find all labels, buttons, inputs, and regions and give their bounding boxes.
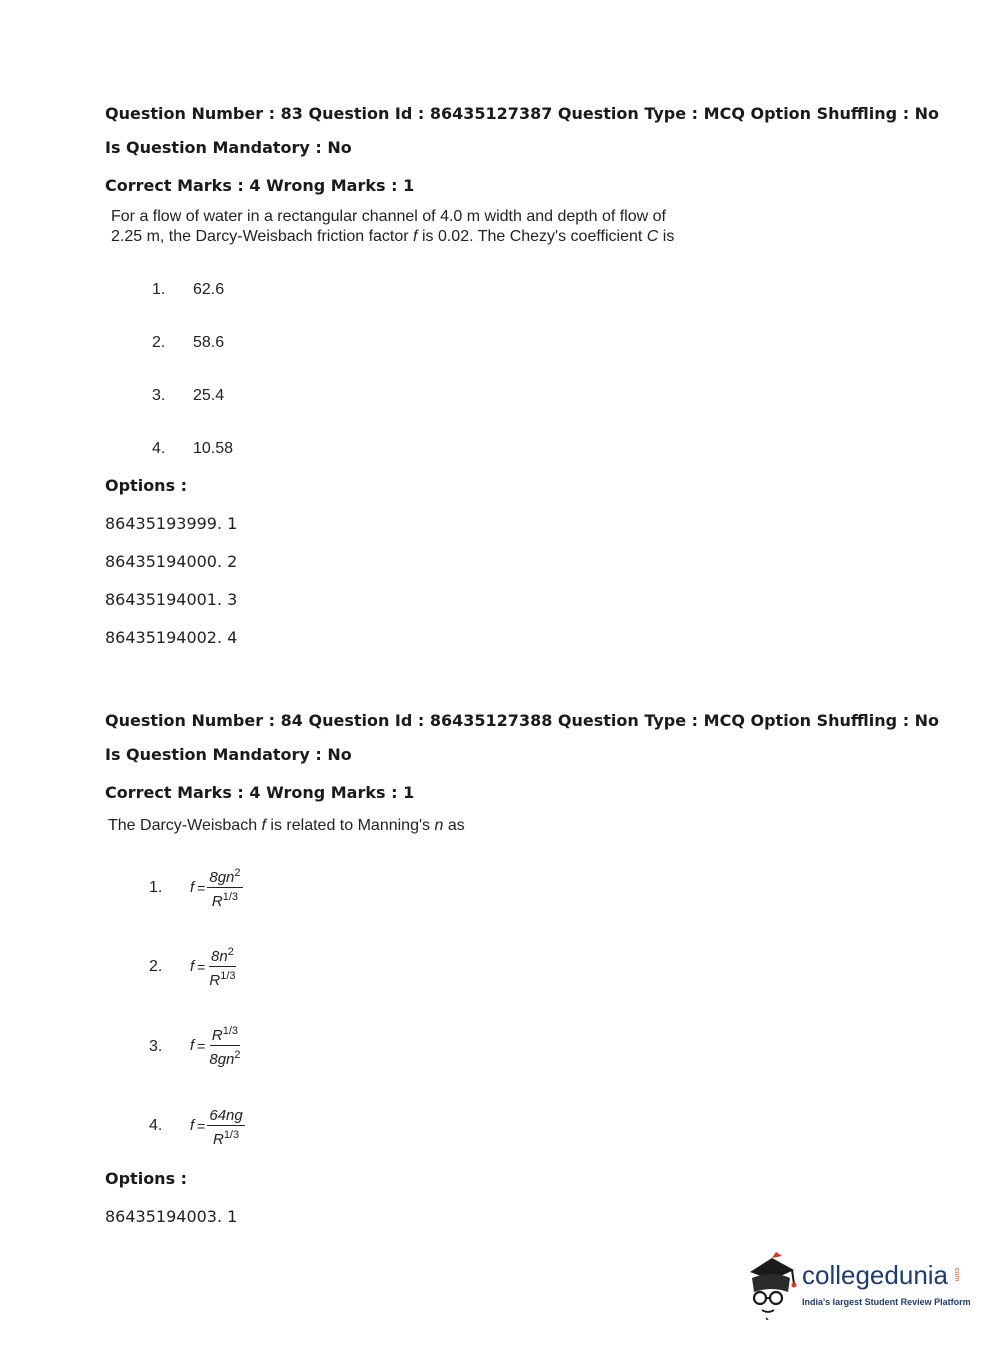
q84-choice-1-num: 1. [149, 879, 163, 896]
q84-choice-3-formula: f = $\frac{R^{1/3}}{8gn^2}$ [190, 1022, 243, 1069]
q84-question-text: The Darcy-Weisbach f is related to Manning's n as [108, 817, 465, 834]
q83-text-line2: 2.25 m, the Darcy-Weisbach friction factor f is 0.02. The Chezy's coefficient C is [111, 228, 675, 245]
q84-mandatory: Is Question Mandatory : No [105, 745, 352, 764]
logo-suffix: .com [953, 1266, 960, 1282]
q84-options-label: Options : [105, 1169, 188, 1188]
q83-option-id-1: 86435193999. 1 [105, 514, 238, 533]
q84-choice-4-formula: f = $\frac{64ng}{R^{1/3}}$ [190, 1102, 245, 1149]
q83-choice-4-num: 4. [152, 440, 166, 457]
q83-marks: Correct Marks : 4 Wrong Marks : 1 [105, 176, 415, 195]
q83-choice-1-value: 62.6 [193, 281, 225, 298]
q83-mandatory: Is Question Mandatory : No [105, 138, 352, 157]
q84-header: Question Number : 84 Question Id : 86435127388 Question Type : MCQ Option Shuffling : No [105, 711, 940, 730]
q83-option-id-2: 86435194000. 2 [105, 552, 238, 571]
q83-choice-2-value: 58.6 [193, 334, 225, 351]
q84-option-id-1: 86435194003. 1 [105, 1207, 238, 1226]
q83-choice-3-value: 25.4 [193, 387, 225, 404]
q83-header: Question Number : 83 Question Id : 86435127387 Question Type : MCQ Option Shuffling : No [105, 104, 940, 123]
q83-option-id-3: 86435194001. 3 [105, 590, 238, 609]
logo-wordmark: collegedunia [802, 1260, 949, 1290]
q83-options-label: Options : [105, 476, 188, 495]
q83-choice-2-num: 2. [152, 334, 166, 351]
collegedunia-logo [742, 1250, 972, 1320]
mascot-icon [742, 1250, 800, 1320]
q83-choice-1-num: 1. [152, 281, 166, 298]
q83-text-line1: For a flow of water in a rectangular channel of 4.0 m width and depth of flow of [111, 208, 666, 225]
q83-choice-3-num: 3. [152, 387, 166, 404]
q84-choice-3-num: 3. [149, 1038, 163, 1055]
q84-choice-1-formula: f = $\frac{8gn^2}{R^{1/3}}$ [190, 864, 243, 911]
q84-choice-2-formula: f = $\frac{8n^2}{R^{1/3}}$ [190, 943, 238, 990]
q84-marks: Correct Marks : 4 Wrong Marks : 1 [105, 783, 415, 802]
q83-question-text [111, 207, 674, 247]
q84-choice-4-num: 4. [149, 1117, 163, 1134]
q83-choice-4-value: 10.58 [193, 440, 234, 457]
q84-choice-2-num: 2. [149, 958, 163, 975]
q83-option-id-4: 86435194002. 4 [105, 628, 238, 647]
logo-tagline: India's largest Student Review Platform [802, 1297, 971, 1307]
